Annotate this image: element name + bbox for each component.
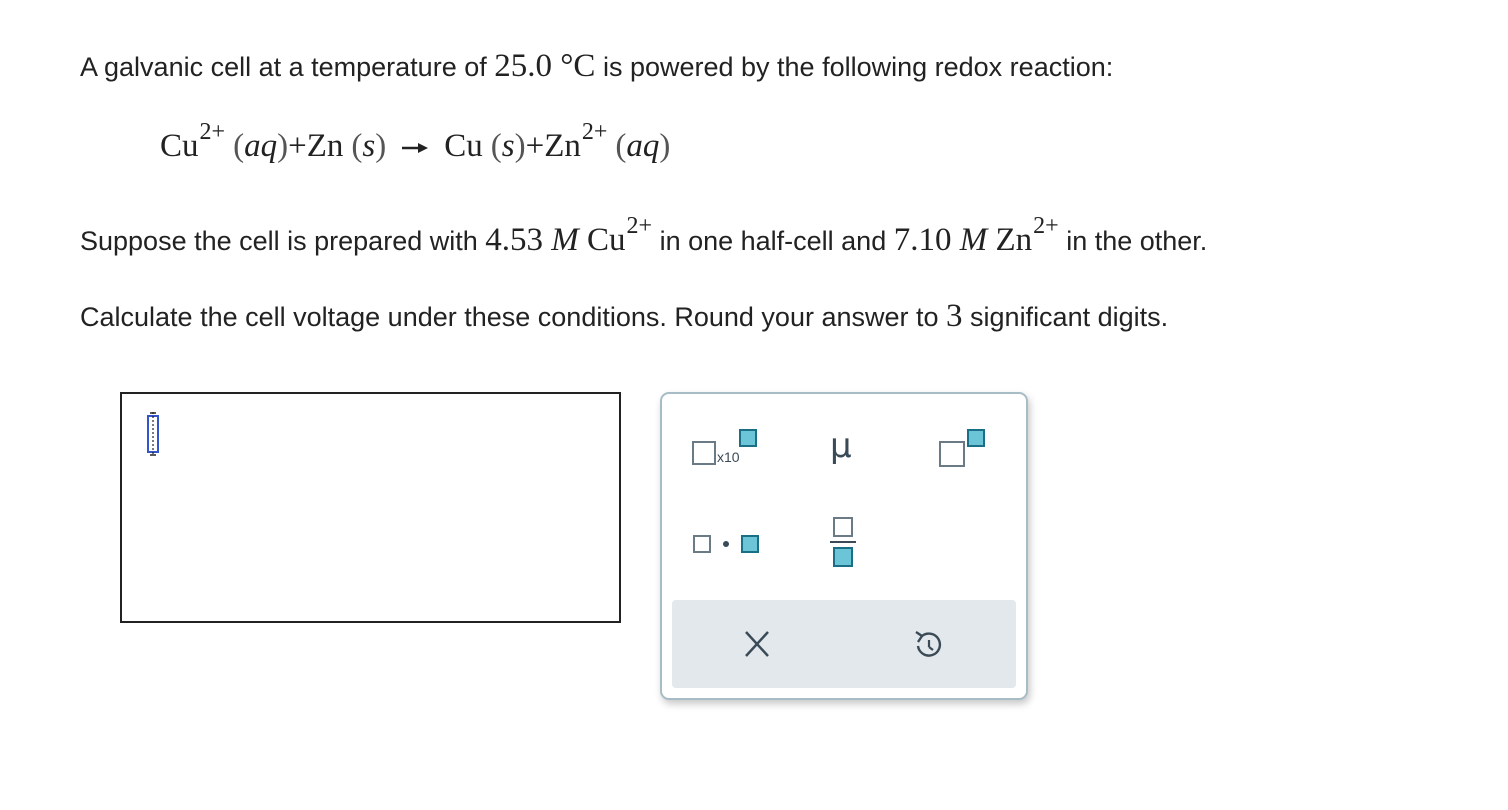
eq-plus: +	[525, 128, 545, 164]
action-bar	[672, 600, 1016, 688]
sig-digits: 3	[946, 298, 963, 334]
clear-button[interactable]	[732, 622, 782, 668]
scientific-notation-button[interactable]	[688, 422, 768, 482]
micro-symbol-button[interactable]	[802, 422, 882, 482]
answer-input[interactable]	[120, 392, 621, 623]
math-toolbox	[660, 392, 1028, 700]
fraction-icon	[802, 512, 882, 572]
zn-ion: Zn	[995, 222, 1033, 258]
reaction-arrow-icon	[400, 140, 430, 156]
zn-ion-charge: 2+	[1033, 213, 1059, 239]
paren-open: (	[233, 128, 245, 164]
question-conditions	[80, 213, 1208, 259]
input-cursor-icon	[145, 412, 161, 456]
eq-zn-reactant: Zn	[306, 128, 344, 164]
superscript-button[interactable]	[924, 422, 1004, 482]
svg-text:x10: x10	[717, 449, 740, 465]
conditions-prefix: Suppose the cell is prepared with	[80, 226, 486, 256]
eq-aq-state: aq	[626, 128, 660, 164]
multiplication-dot-icon	[688, 512, 768, 572]
eq-s-state: s	[362, 128, 376, 164]
mu-symbol: μ	[830, 426, 852, 466]
intro-text: A galvanic cell at a temperature of	[80, 52, 495, 82]
reset-button[interactable]	[904, 622, 954, 668]
superscript-icon	[924, 422, 1004, 482]
question-intro	[80, 48, 1113, 85]
paren-close: )	[375, 128, 387, 164]
cu-ion-charge: 2+	[626, 213, 653, 239]
eq-cu-product: Cu	[444, 128, 483, 164]
eq-aq-state: aq	[244, 128, 278, 164]
cu-concentration: 4.53	[485, 222, 543, 258]
temperature-unit: °C	[560, 48, 596, 84]
undo-icon	[904, 622, 954, 668]
conditions-suffix: in the other.	[1058, 226, 1208, 256]
paren-close: )	[659, 128, 671, 164]
close-icon	[732, 622, 782, 668]
eq-zn-charge: 2+	[581, 119, 608, 145]
eq-zn-product: Zn	[544, 128, 581, 164]
cu-ion: Cu	[587, 222, 626, 258]
molar-unit: M	[551, 222, 579, 258]
instruction-suffix: significant digits.	[962, 302, 1169, 332]
paren-open: (	[615, 128, 627, 164]
paren-open: (	[490, 128, 502, 164]
redox-equation	[160, 119, 671, 165]
paren-close: )	[514, 128, 526, 164]
fraction-button[interactable]	[802, 512, 882, 572]
paren-open: (	[351, 128, 363, 164]
temperature-value: 25.0	[494, 48, 552, 84]
question-instruction	[80, 298, 1168, 335]
conditions-middle: in one half-cell and	[652, 226, 894, 256]
eq-cu-charge: 2+	[199, 119, 226, 145]
scientific-notation-icon	[688, 422, 768, 482]
eq-plus: +	[288, 128, 307, 164]
molar-unit: M	[959, 222, 988, 258]
zn-concentration: 7.10	[893, 222, 952, 258]
instruction-prefix: Calculate the cell voltage under these conditions. Round your answer to	[80, 302, 947, 332]
multiplication-dot-button[interactable]	[688, 512, 768, 572]
eq-cu-reactant: Cu	[160, 128, 199, 164]
paren-close: )	[277, 128, 289, 164]
intro-suffix: is powered by the following redox reaction:	[595, 52, 1114, 82]
eq-s-state: s	[501, 128, 515, 164]
